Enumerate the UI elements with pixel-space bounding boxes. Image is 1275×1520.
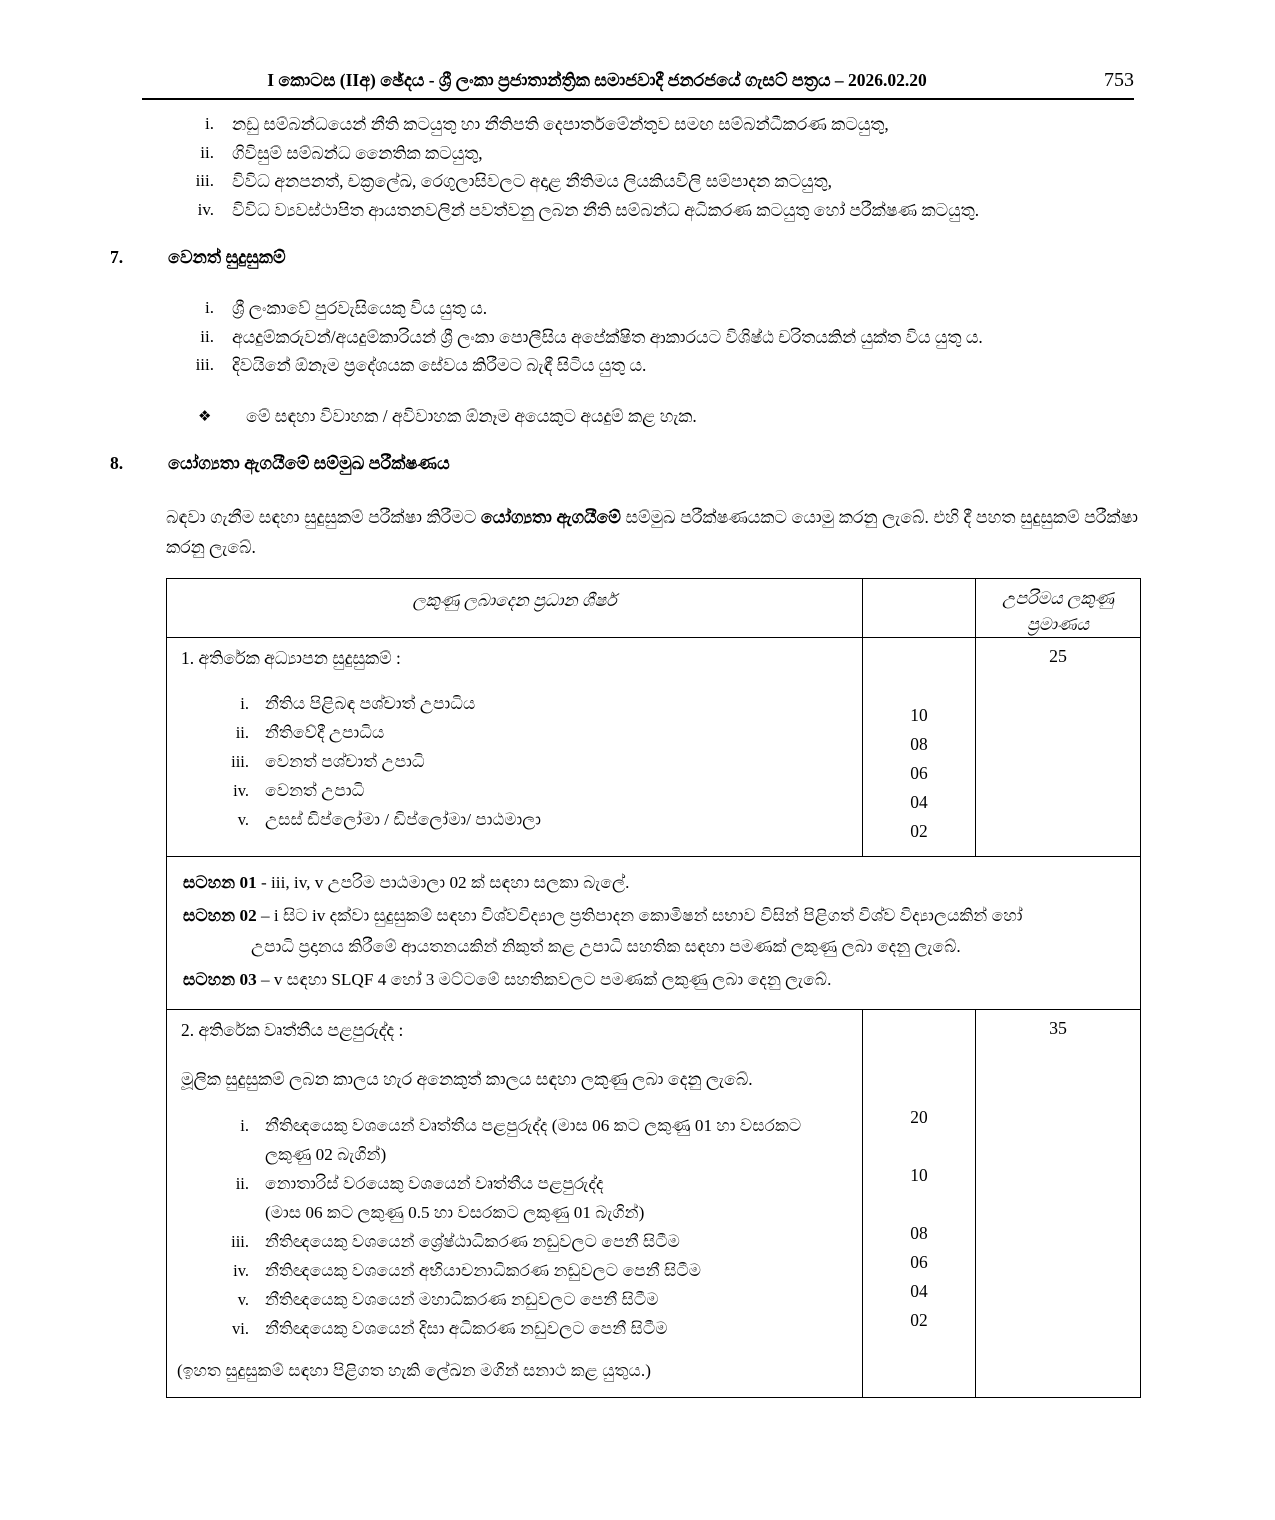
section-8-label: යෝග්‍යතා ඇගයීමේ සම්මුඛ පරීක්ෂණය [168, 453, 450, 473]
list-item [160, 139, 1110, 168]
note-03-label: සටහන 03 [183, 970, 257, 989]
list-text-main: නොතාරිස් වරයෙකු වශයෙන් වෘත්තීය පළපුරුද්ද [265, 1174, 604, 1193]
list-text: නීතිඥයෙකු වශයෙන් දිසා අධිකරණ නඩුවලට පෙනී සිටීම [265, 1319, 668, 1338]
section1-item-list [177, 689, 852, 834]
paragraph-emphasis: යෝග්‍යතා ඇගයීමේ [480, 507, 621, 527]
list-item [177, 718, 852, 747]
section-8-paragraph [166, 502, 1138, 562]
list-marker: iv. [233, 1261, 249, 1280]
section2-max-marks: 35 [976, 1010, 1141, 1398]
note-02-label: සටහන 02 [183, 906, 257, 925]
list-text: ගිවිසුම් සම්බන්ධ නෛතික කටයුතු, [232, 142, 483, 163]
list-text: අයදුම්කරුවන්/අයදුම්කාරියන් ශ්‍රී ලංකා පොලීසිය අපේක්ෂිත ආකාරයට විශිෂ්ඨ චරිතයකින් යුක්ත විය යුතු ය. [232, 326, 983, 347]
note-02 [183, 900, 1126, 962]
table-row [167, 638, 1141, 857]
header-main-heading: ලකුණු ලබාදෙන ප්‍රධාන ශීර්ෂ [167, 579, 863, 638]
section2-mark-list [873, 1103, 965, 1335]
section2-marks-cell [863, 1010, 976, 1398]
list-text [265, 1111, 852, 1169]
header-title: I කොටස (IIඅ) ඡේදය - ශ්‍රී ලංකා ප්‍රජාතාන්ත්‍රික සමාජවාදී ජනරජයේ ගැසට් පත්‍රය – 2026.02.20 [267, 70, 927, 90]
note-02-continuation: උපාධි ප්‍රදානය කිරීමේ ආයතනයකින් නිකුත් කළ උපාධි සහතික සඳහා පමණක් ලකුණු ලබා දෙනු ලැබේ. [251, 937, 961, 956]
marital-status-text: මේ සඳහා විවාහක / අවිවාහක ඕනෑම අයෙකුට අයදුම් කළ හැක. [246, 406, 697, 426]
section-7-heading [110, 244, 710, 270]
mark-spacer [873, 645, 965, 683]
mark-value: 06 [910, 1252, 928, 1272]
table-header-row [167, 579, 1141, 638]
mark-value: 04 [910, 792, 928, 812]
section1-main-cell [167, 638, 863, 857]
note-01-dash: - [256, 873, 272, 892]
list-item [160, 351, 1120, 380]
list-text: විවිධ ව්‍යවස්ථාපිත ආයතනවලින් පවත්වනු ලබන නීති සම්බන්ධ අධිකරණ කටයුතු හෝ පරීක්ෂණ කටයුතු. [232, 199, 980, 220]
list-marker: ii. [200, 326, 214, 346]
note-02-text: i සිට iv දක්වා සුදුසුකම් සඳහා විශ්වවිද්‍යාල ප්‍රතිපාදන කොමිෂන් සභාව විසින් පිළිගත් විශ්ව විද්‍යාලයකින් හෝ [273, 906, 1023, 925]
paragraph-part-1: බඳවා ගැනීම සඳහා සුදුසුකම් පරීක්ෂා කිරීමට [166, 507, 481, 527]
list-item [177, 776, 852, 805]
duties-list [160, 110, 1110, 224]
list-item [160, 294, 1120, 323]
diamond-bullet-icon: ❖ [198, 407, 212, 425]
list-text-main: නීතිඥයෙකු වශයෙන් වෘත්තීය පළපුරුද්ද (මාස 06 කට ලකුණු 01 හා වසරකට [265, 1116, 802, 1135]
list-text: නීතිඥයෙකු වශයෙන් මහාධිකරණ නඩුවලට පෙනී සිටීම [265, 1290, 659, 1309]
header-divider [142, 98, 1134, 100]
list-text: උසස් ඩිප්ලෝමා / ඩිප්ලෝමා/ පාඨමාලා [265, 810, 541, 829]
list-item [177, 1285, 852, 1314]
list-marker: ii. [235, 1174, 249, 1193]
list-item [160, 110, 1110, 139]
list-item [177, 747, 852, 776]
note-03-text: v සඳහා SLQF 4 හෝ 3 මට්ටමේ සහතිකවලට පමණක් ලකුණු ලබා දෙනු ලැබේ. [273, 970, 832, 989]
list-marker: ii. [235, 723, 249, 742]
section2-item-list [177, 1111, 852, 1343]
header-mark-column [863, 579, 976, 638]
note-01 [183, 867, 1126, 898]
list-text: නීතිවේදී උපාධිය [265, 723, 385, 742]
list-item [177, 1227, 852, 1256]
list-item [177, 1256, 852, 1285]
section1-title: 1. අතිරේක අධ්‍යාපන සුදුසුකම් : [181, 648, 401, 668]
mark-value: 02 [910, 821, 928, 841]
list-text: වෙනත් පශ්චාත් උපාධි [265, 752, 425, 771]
list-item [177, 1169, 852, 1227]
list-item [177, 1314, 852, 1343]
mark-value: 20 [910, 1107, 928, 1127]
list-text: විවිධ අනපනත්, චක්‍රලේඛ, රෙගුලාසිවලට අදාළ නීතිමය ලියකියවිලි සම්පාදන කටයුතු, [232, 171, 833, 191]
header-max-marks: උපරිමය ලකුණු ප්‍රමාණය [976, 579, 1141, 638]
note-02-dash: – [256, 906, 274, 925]
list-marker: iii. [231, 752, 249, 771]
table-notes-row [167, 857, 1141, 1010]
list-marker: i. [205, 114, 214, 133]
note-01-text: iii, iv, v උපරිම පාඨමාලා 02 ක් සඳහා සලකා බැලේ. [271, 873, 630, 892]
list-text: වෙනත් උපාධි [265, 781, 365, 800]
mark-value: 08 [910, 1223, 928, 1243]
mark-value: 04 [910, 1281, 928, 1301]
list-text: නීතිඥයෙකු වශයෙන් අභියාචනාධිකරණ නඩුවලට පෙනී සිටීම [265, 1261, 702, 1280]
list-marker: i. [205, 298, 214, 317]
mark-value: 06 [910, 763, 928, 783]
section-7-list [160, 294, 1120, 380]
section2-title: 2. අතිරේක වෘත්තීය පළපුරුද්ද : [181, 1020, 404, 1040]
list-text: දිවයිනේ ඕනෑම ප්‍රදේශයක සේවය කිරීමට බැඳී සිටිය යුතු ය. [232, 355, 647, 375]
list-marker: v. [237, 1290, 249, 1309]
section1-max-marks: 25 [976, 638, 1141, 857]
section-8-heading [110, 450, 810, 476]
note-03 [183, 964, 1126, 995]
section-7-label: වෙනත් සුදුසුකම් [168, 247, 286, 267]
section-7-number: 7. [110, 247, 124, 267]
list-text: නීතිඥයෙකු වශයෙන් ශ්‍රේෂ්ඨාධිකරණ නඩුවලට පෙනී සිටීම [265, 1232, 680, 1251]
mark-value: 10 [910, 705, 928, 725]
table-row [167, 1010, 1141, 1398]
list-text-continuation: ලකුණු 02 බැගින්) [265, 1145, 387, 1164]
list-marker: i. [240, 694, 249, 713]
list-item [177, 805, 852, 834]
list-item [177, 1111, 852, 1169]
note-01-label: සටහන 01 [183, 873, 257, 892]
list-text-continuation: (මාස 06 කට ලකුණු 0.5 හා වසරකට ලකුණු 01 බැගින්) [265, 1203, 645, 1222]
list-item [160, 323, 1120, 352]
mark-value: 02 [910, 1310, 928, 1330]
list-marker: iv. [197, 199, 214, 219]
list-text [265, 1169, 852, 1227]
list-marker: iii. [195, 355, 214, 374]
list-marker: iv. [233, 781, 249, 800]
list-marker: iii. [231, 1232, 249, 1251]
list-marker: v. [237, 810, 249, 829]
list-text: නීතිය පිළිබඳ පශ්චාත් උපාධිය [265, 694, 476, 713]
mark-value: 08 [910, 734, 928, 754]
section2-closing-note: (ඉහත සුදුසුකම් සඳහා පිළිගත හැකි ලේඛන මගින් සනාථ කළ යුතුය.) [177, 1361, 651, 1380]
section2-main-cell [167, 1010, 863, 1398]
notes-cell [167, 857, 1141, 1010]
list-marker: iii. [195, 171, 214, 190]
mark-value: 10 [910, 1165, 928, 1185]
list-item [160, 196, 1110, 225]
section2-intro: මූලික සුදුසුකම් ලබන කාලය හැර අනෙකුත් කාලය සඳහා ලකුණු ලබා දෙනු ලැබේ. [181, 1069, 753, 1089]
list-item [177, 689, 852, 718]
list-marker: vi. [232, 1319, 249, 1338]
section1-mark-list [873, 701, 965, 846]
list-text: නඩු සම්බන්ධයෙන් නීති කටයුතු හා නීතිපති දෙපාර්තමේන්තුව සමඟ සම්බන්ධීකරණ කටයුතු, [232, 114, 889, 134]
section1-marks-cell [863, 638, 976, 857]
page-number: 753 [1104, 69, 1134, 91]
marks-table [166, 578, 1141, 1398]
paragraph-part-2: සම්මුඛ පරීක්ෂණයකට යොමු කරනු ලැබේ. එහි දී පහත සුදුසුකම් පරීක්ෂා කරනු ලැබේ. [166, 507, 1138, 557]
list-marker: ii. [200, 142, 214, 162]
list-marker: i. [240, 1116, 249, 1135]
section-8-number: 8. [110, 453, 124, 473]
page-header [142, 68, 1134, 106]
note-03-dash: – [256, 970, 274, 989]
marital-status-note [198, 402, 1098, 430]
list-item [160, 167, 1110, 196]
list-text: ශ්‍රී ලංකාවේ පුරවැසියෙකු විය යුතු ය. [232, 298, 488, 318]
